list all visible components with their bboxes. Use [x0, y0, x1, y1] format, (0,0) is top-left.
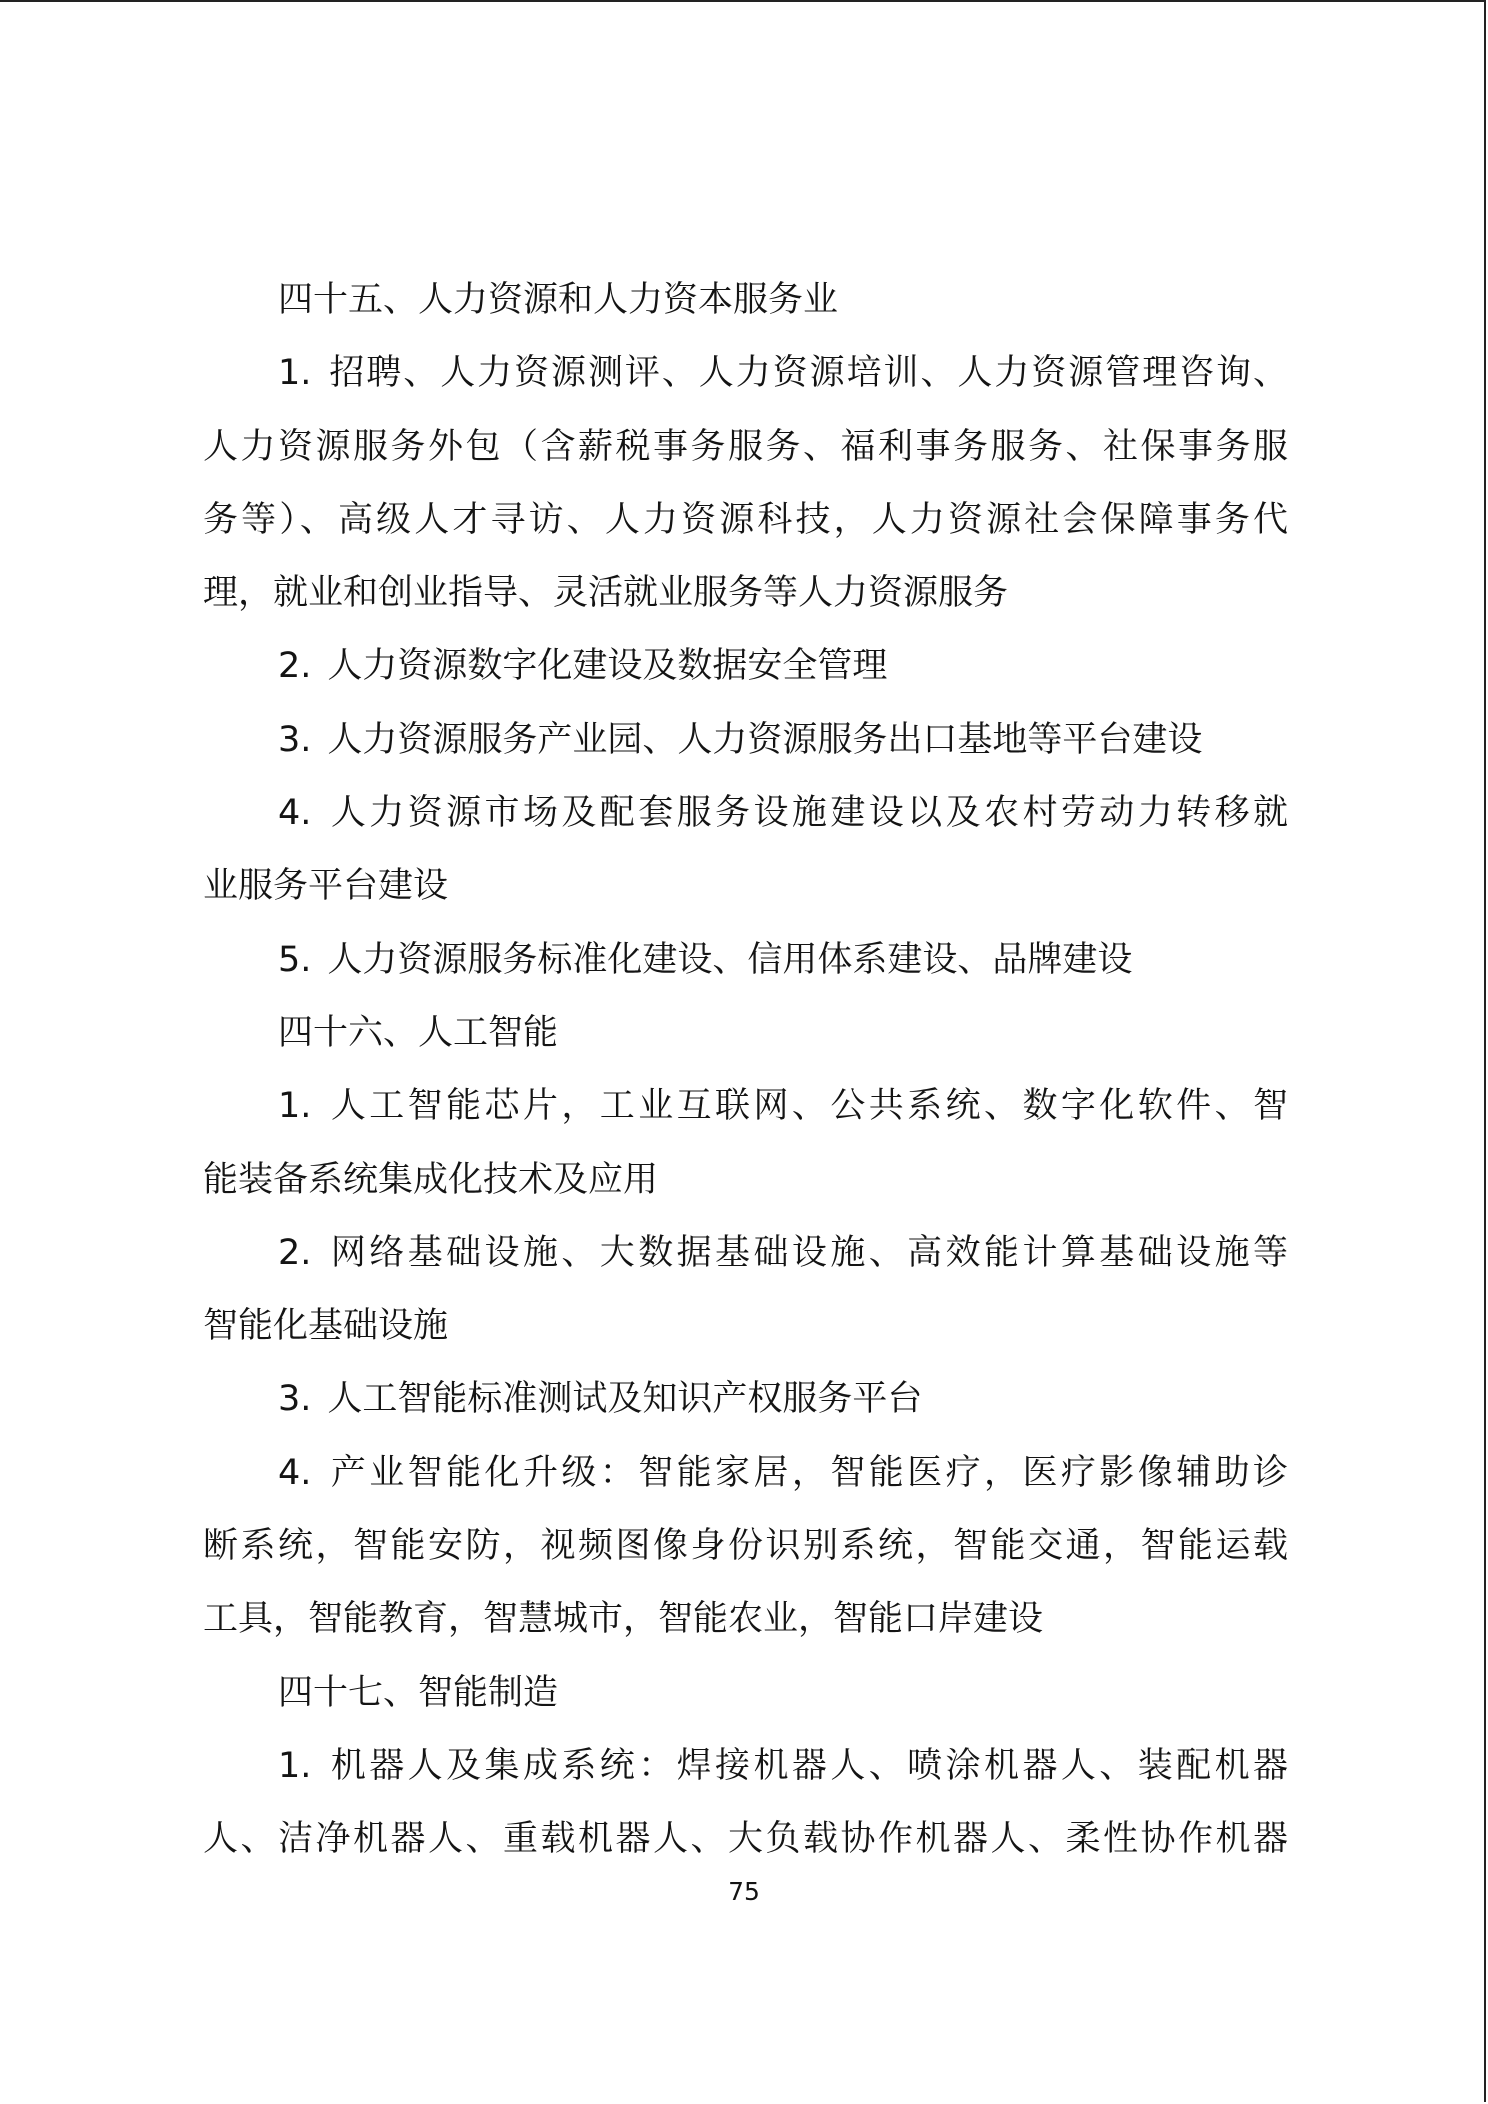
- text-line: [203, 1803, 1288, 1876]
- text-line: [203, 997, 1288, 1070]
- line-text: 网络基础设施、大数据基础设施、高效能计算基础设施等: [327, 1232, 1288, 1273]
- item-number: 4.: [278, 1452, 312, 1493]
- page-number: 75: [728, 1877, 760, 1906]
- text-line: [203, 777, 1288, 850]
- line-text: 四十六、人工智能: [278, 1012, 559, 1053]
- line-text: 理，就业和创业指导、灵活就业服务等人力资源服务: [203, 573, 1009, 614]
- line-text: 工具，智能教育，智慧城市，智能农业，智能口岸建设: [203, 1599, 1044, 1640]
- text-line: [203, 1657, 1288, 1730]
- item-number: 1.: [278, 353, 312, 394]
- item-number: 2.: [278, 646, 312, 687]
- line-text: 机器人及集成系统：焊接机器人、喷涂机器人、装配机器: [327, 1745, 1288, 1786]
- line-text: 业服务平台建设: [203, 866, 449, 907]
- line-text: 人力资源服务外包（含薪税事务服务、福利事务服务、社保事务服: [203, 426, 1288, 467]
- text-line: [203, 1437, 1288, 1510]
- item-number: 1.: [278, 1745, 312, 1786]
- text-line: [203, 1144, 1288, 1217]
- item-number: 2.: [278, 1232, 312, 1273]
- text-line: [203, 704, 1288, 777]
- text-line: [203, 1070, 1288, 1143]
- text-line: [203, 264, 1288, 337]
- line-text: 人工智能标准测试及知识产权服务平台: [327, 1379, 923, 1420]
- item-number: 4.: [278, 793, 312, 834]
- text-line: [203, 557, 1288, 630]
- text-line: [203, 630, 1288, 703]
- line-text: 产业智能化升级：智能家居，智能医疗，医疗影像辅助诊: [327, 1452, 1288, 1493]
- line-text: 断系统，智能安防，视频图像身份识别系统，智能交通，智能运载: [203, 1526, 1288, 1567]
- text-line: [203, 1290, 1288, 1363]
- text-line: [203, 411, 1288, 484]
- line-text: 四十五、人力资源和人力资本服务业: [278, 280, 839, 320]
- text-line: [203, 1510, 1288, 1583]
- item-number: 3.: [278, 719, 312, 760]
- text-line: [203, 850, 1288, 923]
- text-line: [203, 924, 1288, 997]
- line-text: 人、洁净机器人、重载机器人、大负载协作机器人、柔性协作机器: [203, 1819, 1288, 1860]
- line-text: 人力资源服务产业园、人力资源服务出口基地等平台建设: [327, 719, 1203, 760]
- line-text: 人力资源服务标准化建设、信用体系建设、品牌建设: [327, 939, 1133, 980]
- text-line: [203, 337, 1288, 410]
- line-text: 智能化基础设施: [203, 1306, 449, 1347]
- line-text: 招聘、人力资源测评、人力资源培训、人力资源管理咨询、: [327, 353, 1288, 394]
- line-text: 人力资源市场及配套服务设施建设以及农村劳动力转移就: [327, 793, 1288, 834]
- text-line: [203, 484, 1288, 557]
- text-line: [203, 1583, 1288, 1656]
- line-text: 四十七、智能制造: [278, 1672, 559, 1713]
- item-number: 3.: [278, 1379, 312, 1420]
- line-text: 人力资源数字化建设及数据安全管理: [327, 646, 888, 687]
- item-number: 5.: [278, 939, 312, 980]
- document-body: [203, 264, 1288, 1877]
- line-text: 能装备系统集成化技术及应用: [203, 1159, 659, 1200]
- text-line: [203, 1363, 1288, 1436]
- text-line: [203, 1730, 1288, 1803]
- text-line: [203, 1217, 1288, 1290]
- line-text: 人工智能芯片，工业互联网、公共系统、数字化软件、智: [327, 1086, 1288, 1127]
- line-text: 务等）、高级人才寻访、人力资源科技，人力资源社会保障事务代: [203, 499, 1288, 540]
- item-number: 1.: [278, 1086, 312, 1127]
